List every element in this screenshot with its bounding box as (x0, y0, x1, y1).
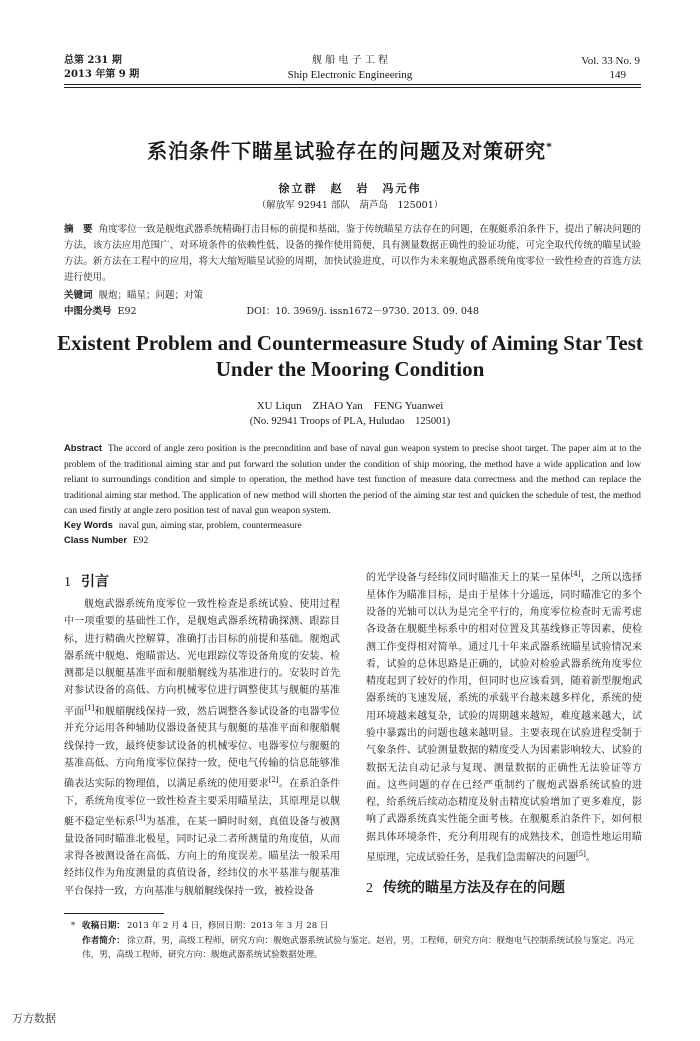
paper-title-en-line2: Under the Mooring Condition (215, 357, 485, 381)
citation-3: [3] (135, 814, 146, 823)
footnote-bio-text: 徐立群，男，高级工程师，研究方向：舰炮武器系统试验与鉴定。赵岩，男，工程师，研究方向：舰炮电气控制系统试验与鉴定。冯元伟，男，高级工程师，研究方向：舰炮武器系统试验数据处理。 (82, 936, 635, 960)
paper-title-cn (0, 135, 700, 164)
affiliation-en: (No. 92941 Troops of PLA, Huludao 125001) (249, 416, 451, 427)
paper-title-en-line1: Existent Problem and Countermeasure Study of Aiming Star Test (57, 331, 643, 355)
footnote-dates-label: 收稿日期： (82, 921, 125, 931)
classification-code: E92 (117, 306, 137, 317)
footnote-dates-text: 2013 年 2 月 4 日，修回日期：2013 年 3 月 28 日 (126, 921, 329, 931)
body-right-text-a: 的光学设备与经纬仪同时瞄准天上的某一星体 (366, 572, 571, 584)
header-rule (64, 84, 641, 85)
abstract-cn (64, 222, 641, 286)
authors-en: XU Liqun ZHAO Yan FENG Yuanwei (256, 400, 444, 412)
keywords-cn-label: 关键词 (64, 290, 93, 301)
section-heading-2 (366, 877, 565, 897)
affiliation-cn: （解放军 92941 部队 葫芦岛 125001） (256, 200, 444, 211)
abstract-en-label: Abstract (64, 442, 103, 453)
body-left-text-c: 。在系泊条件下，系统角度零位一致性检查主要采用瞄星法，其原理是以舰艇不稳定坐标系 (64, 778, 341, 828)
footnote-bio-label: 作者简介： (82, 936, 125, 946)
abstract-en (64, 440, 641, 520)
citation-1: [1] (84, 703, 95, 712)
page-number: 149 (609, 69, 626, 81)
title-footnote-mark: * (546, 140, 553, 154)
citation-2: [2] (268, 776, 279, 785)
section-title-2: 传统的瞄星方法及存在的问题 (383, 880, 565, 896)
body-left-text-b: 和舰艏艉线保持一致，然后调整各参试设备的电器零位并充分运用各种辅助仪器设备使其与舰艇的基准平面和舰艏艉线保持一致，最终使参试设备的机械零位、电器零位与舰艇的基准高低、方向角度零位保持一致，使电气传输的信息能够准确表达实际的物理值，以满足系统的使用要求 (64, 706, 341, 790)
section-number-1: 1 (64, 575, 71, 590)
section-heading-1 (64, 571, 109, 591)
body-column-left (64, 596, 340, 900)
keywords-cn-text: 舰炮；瞄星；问题；对策 (98, 290, 204, 301)
journal-name-en: Ship Electronic Engineering (287, 69, 413, 81)
authors-cn: 徐立群 赵 岩 冯元伟 (278, 182, 422, 195)
abstract-cn-text: 角度零位一致是舰炮武器系统精确打击目标的前提和基础，鉴于传统瞄星方法存在的问题，在舰艇系泊条件下，提出了解决问题的方法，该方法应用范围广、对环境条件的依赖性低、设备的操作使用简便，具有测量数据正确性的验证功能，可完全取代传统的瞄星试验方法。新方法在工程中的应用，将大大缩短瞄星试验的周期，加快试验进度，可以作为未来舰炮武器系统角度零位一致性检查的首选方法进行使用。 (64, 224, 641, 283)
keywords-en-label: Key Words (64, 519, 113, 530)
citation-5: [5] (576, 850, 586, 859)
section-number-2: 2 (366, 881, 373, 896)
citation-4: [4] (570, 570, 581, 578)
classification-label: 中图分类号 (64, 306, 112, 317)
footnote-rule (64, 913, 164, 914)
class-number-en (64, 533, 148, 548)
body-left-text-a: 舰炮武器系统角度零位一致性检查是系统试验、使用过程中一项重要的基础性工作，是舰炮武器系统精确探测、跟踪目标，进行精确火控解算，准确打击目标的前提和基础。舰炮武器系统中舰炮、炮瞄雷达、光电跟踪仪等设备角度的安装、检测都是以舰艇基准平面和舰艏艉线为基准进行的。安装时首先对参试设备的高低、方向机械零位进行调整使其与舰艇的基准平面 (64, 599, 340, 718)
section-title-1: 引言 (81, 574, 109, 590)
paper-title-en (0, 330, 700, 382)
body-right-text-c: 。 (585, 852, 596, 864)
footnote-marker: * (70, 921, 76, 931)
abstract-en-text: The accord of angle zero position is the precondition and base of naval gun weapon system to precise shoot target. The paper aim at to the problem of the traditional aiming star and put forward the solution under the condition of ship mooring, the method have a wide application and low reliant to surroundings condition and simple to operation, the method have test function of measure data correctness and the method can replace the traditional aiming star method. The application of new method will shorten the period of the aiming star test and quicken the schedule of test, the method can used firstly at angle zero position test of naval gun weapon system. (64, 444, 641, 517)
body-column-right (366, 566, 642, 867)
class-number-en-code: E92 (133, 536, 149, 546)
abstract-cn-label: 摘 要 (64, 224, 93, 235)
journal-name-cn: 舰 船 电 子 工 程 (312, 55, 388, 66)
body-right-text-b: ，之所以选择星体作为瞄准目标，是由于星体十分遥远，同时瞄准它的多个设备的光轴可以认为是完全平行的，角度零位检查时无需考虑各设备在舰艇坐标系中的相对位置及其基线修正等因素，使检测工作变得相对简单。通过几十年来武器系统瞄星试验情况来看，试验的总体思路是正确的，试验对检验武器系统角度零位精度起到了较好的作用，但同时也应该看到，随着新型舰炮武器系统的飞速发展，系统的承载平台越来越多样化，系统的使用环境越来越复杂，试验的周期越来越短，难度越来越大，试验中暴露出的问题也越来越明显。主要表现在试验进程受制于气象条件、试验测量数据的精度受人为因素影响较大、试验的数据无法自动记录与复现、测量数据的正确性无法验证等方面。这些问题的存在已经严重制约了舰炮武器系统试验的进程，给系统后续动态精度及射击精度试验增加了更多难度，影响了武器系统真实性能全面考核。在舰艇系泊条件下，如何根据具体环境条件，充分利用现有的成熟技术，创造性地运用瞄星原理，完成试验任务，是我们急需解决的问题 (366, 572, 643, 864)
keywords-cn (64, 289, 203, 303)
body-left-text-d: 为基准，在某一瞬时时刻，真值设备与被测量设备同时瞄准北极星，同时记录二者所测量的角度值，从而求得各被测设备在高低、方向上的角度误差。瞄星法一般采用经纬仪作为角度测量的真值设备，经纬仪的水平基准与舰基准平台保持一致，方向基准与舰艏艉线保持一致，被检设备 (64, 816, 341, 897)
header-rule-thin (64, 87, 641, 88)
footnote-bio (64, 934, 641, 962)
keywords-en-text: naval gun, aiming star, problem, countermeasure (118, 521, 302, 531)
doi: DOI：10. 3969/j. issn1672－9730. 2013. 09. 048 (246, 306, 479, 317)
issue-year-month: 2013 年第 9 期 (64, 69, 140, 80)
paper-title-cn-text: 系泊条件下瞄星试验存在的问题及对策研究 (147, 139, 547, 163)
watermark: 万方数据 (12, 1012, 56, 1025)
keywords-en (64, 518, 302, 533)
volume-info (581, 54, 640, 82)
class-number-en-label: Class Number (64, 534, 128, 545)
issue-number: 总第 231 期 (64, 55, 122, 66)
footnote-dates (64, 919, 641, 933)
volume-number: Vol. 33 No. 9 (581, 55, 640, 67)
classification-cn (64, 305, 479, 319)
